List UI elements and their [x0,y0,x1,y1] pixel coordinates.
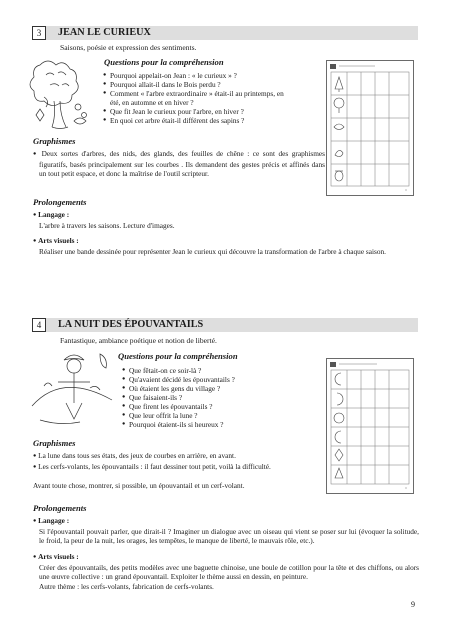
section-4-prolongements-heading: Prolongements [33,503,87,513]
bullet-icon: ● [33,453,37,459]
question-item-continuation: été, en automne et en hiver ? [110,98,194,107]
section-4-subtitle: Fantastique, ambiance poétique et notion de liberté. [60,336,217,345]
question-item: ● Pourquoi allait-il dans le Bois perdu ? [103,80,325,89]
page-number: 9 [411,600,415,609]
langage-label: Langage : [38,210,70,219]
bullet-icon: ● [33,151,39,157]
scarecrow-illustration [30,346,122,436]
bullet-icon: ● [33,463,37,470]
question-item: ● En quoi cet arbre était-il différent des sapins ? [103,116,325,125]
section-4-arts-visuels [33,552,419,591]
langage-label: Langage : [38,516,70,525]
arts-text-2: Autre thème : les cerfs-volants, fabrication de cerfs-volants. [39,581,214,591]
question-item: ● Que fêtait-on ce soir-là ? [122,366,318,375]
langage-text: L'arbre à travers les saisons. Lecture d'images. [39,220,175,230]
graphismes-text: Deux sortes d'arbres, des nids, des glands, des feuilles de chêne : ce sont des graphismes figuratifs, basés principalement sur les courbes . Ils demandent des gestes précis et affinés dans un tout petit espace, et donc la maîtrise de l'outil scripteur. [39,149,325,178]
question-item: ● Pourquoi appelait-on Jean : « le curieux » ? [103,71,325,80]
arts-label: Arts visuels : [38,552,79,561]
section-3-graphismes-heading: Graphismes [33,136,76,146]
question-item: ● Qu'avaient décidé les épouvantails ? [122,375,318,384]
section-4-graphismes-list [33,451,319,472]
section-4-number: 4 [32,318,46,332]
question-item: ● Où étaient les gens du village ? [122,384,318,393]
question-item: ● Que fit Jean le curieux pour l'arbre, en hiver ? [103,107,325,116]
bullet-icon: ● [33,238,37,244]
bullet-icon: ● [33,212,37,218]
section-3-prolongements-heading: Prolongements [33,197,87,207]
section-4-graphismes-note: Avant toute chose, montrer, si possible, un épouvantail et un cerf-volant. [33,481,245,490]
section-3-questions-list [103,71,325,125]
section-4-questions-list [122,366,318,429]
tree-illustration [30,55,100,135]
worksheet-thumbnail-3 [326,60,414,196]
arts-text: Créer des épouvantails, des petits modèles avec une baguette chinoise, une boule de cotillon pour la tête et des chiffons, ou alors une œuvre collective : un grand épouvantail. Exploiter le thème aussi en dessin, en peinture. [39,562,419,581]
question-item: ● Comment « l'arbre extraordinaire » était-il au printemps, en [103,89,325,98]
question-item: ● Que faisaient-ils ? [122,393,318,402]
graphismes-item-text: La lune dans tous ses états, des jeux de courbes en arrière, en avant. [38,451,236,460]
question-item: ● Pourquoi étaient-ils si heureux ? [122,420,318,429]
section-3-graphismes-text [33,149,325,179]
arts-text: Réaliser une bande dessinée pour représenter Jean le curieux qui découvre la transformation de l'arbre à chaque saison. [39,246,386,256]
worksheet-preview-icon [327,61,413,195]
graphismes-item [33,451,319,462]
section-3-questions-heading: Questions pour la compréhension [104,57,224,67]
graphismes-item-text: Les cerfs-volants, les épouvantails : il faut dessiner tout petit, voilà la difficulté. [38,461,271,471]
section-3-title: JEAN LE CURIEUX [58,27,151,38]
section-4-graphismes-heading: Graphismes [33,438,76,448]
section-3-langage [33,210,419,230]
langage-text: Si l'épouvantail pouvait parler, que dirait-il ? Imaginer un dialogue avec un oiseau qui vient se poser sur lui (évoquer la solitude, le froid, la peur de la nuit, les orages, les tempêtes, le manque de liberté, le mauvais rôle, etc.). [39,526,419,545]
question-item: ● Que firent les épouvantails ? [122,402,318,411]
section-4-title: LA NUIT DES ÉPOUVANTAILS [58,319,204,330]
section-3-number: 3 [32,26,46,40]
bullet-icon: ● [33,518,37,524]
worksheet-preview-icon [327,359,413,493]
section-4-questions-heading: Questions pour la compréhension [118,351,238,361]
arts-label: Arts visuels : [38,236,79,245]
graphismes-item [33,462,319,473]
section-3-arts-visuels [33,236,419,256]
worksheet-thumbnail-4 [326,358,414,494]
section-3-subtitle: Saisons, poésie et expression des sentiments. [60,43,197,52]
bullet-icon: ● [33,554,37,560]
question-item: ● Que leur offrit la lune ? [122,411,318,420]
section-4-langage [33,516,419,546]
